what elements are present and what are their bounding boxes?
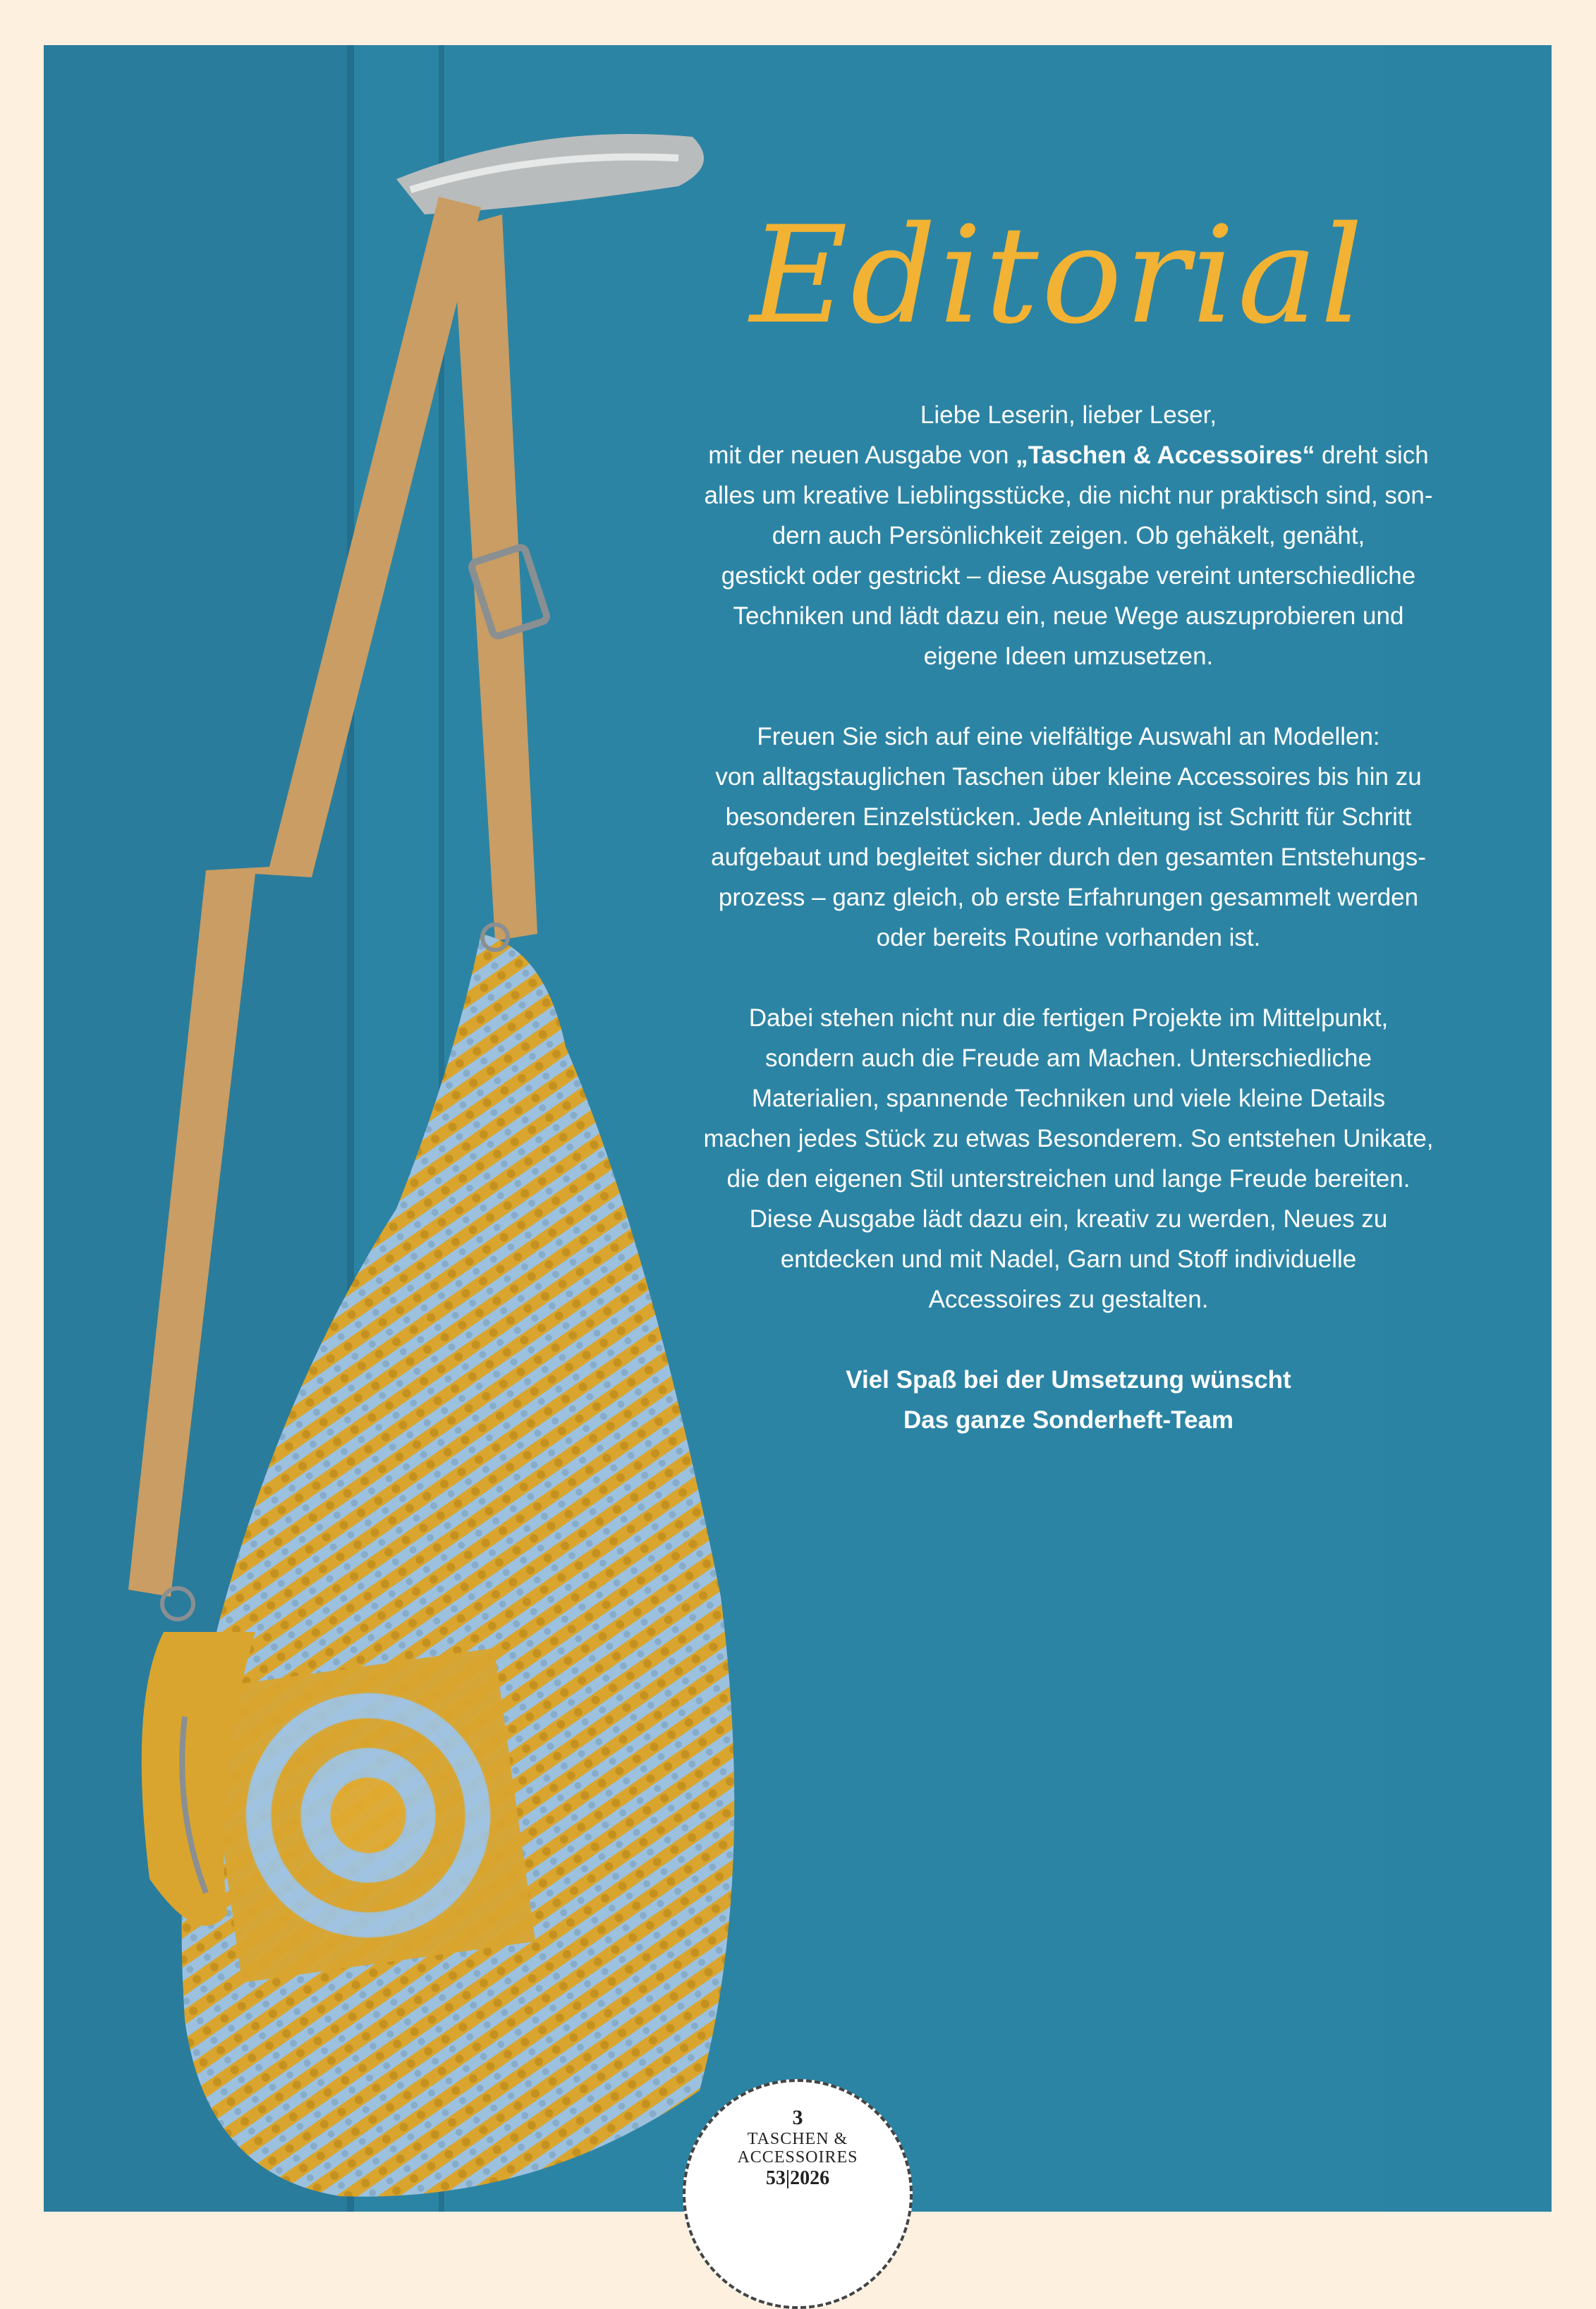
paragraph-2 [677,717,1460,958]
paragraph2-line: von alltagstauglichen Taschen über kleine Accessoires bis hin zu [715,763,1422,791]
issue-number: 53|2026 [765,2167,830,2189]
signoff-line: Viel Spaß bei der Umsetzung wünscht [846,1366,1291,1394]
magazine-name: „Taschen & Accessoires“ [1016,441,1315,469]
badge-magazine-line2: ACCESSOIRES [737,2148,858,2167]
paragraph1-line4: gestickt oder gestrickt – diese Ausgabe vereint unterschiedliche [721,562,1416,590]
paragraph3-line: entdecken und mit Nadel, Garn und Stoff individuelle [780,1245,1357,1273]
paragraph3-line: Materialien, spannende Techniken und viele kleine Details [751,1085,1386,1112]
paragraph1-line3: dern auch Persönlichkeit zeigen. Ob gehäkelt, genäht, [772,522,1365,549]
paragraph3-line: Diese Ausgabe lädt dazu ein, kreativ zu werden, Neues zu [749,1205,1388,1233]
paragraph2-line: Freuen Sie sich auf eine vielfältige Auswahl an Modellen: [757,723,1380,750]
greeting: Liebe Leserin, lieber Leser, [920,401,1217,429]
paragraph-3 [677,998,1460,1320]
signoff-team: Das ganze Sonderheft-Team [903,1406,1234,1434]
badge-magazine-line1: TASCHEN & [747,2130,848,2148]
signoff [677,1360,1460,1440]
paragraph1-line5: Techniken und lädt dazu ein, neue Wege auszuprobieren und [733,602,1404,630]
intro-paragraph [677,395,1460,676]
paragraph2-line: prozess – ganz gleich, ob erste Erfahrungen gesammelt werden [718,884,1419,911]
paragraph3-line: Accessoires zu gestalten. [928,1286,1209,1313]
paragraph1-line6: eigene Ideen umzusetzen. [923,642,1214,670]
editorial-title: Editorial [750,197,1366,353]
paragraph3-line: Dabei stehen nicht nur die fertigen Projekte im Mittelpunkt, [748,1004,1389,1032]
paragraph3-line: machen jedes Stück zu etwas Besonderem. So entstehen Unikate, [703,1125,1434,1152]
paragraph2-line: aufgebaut und begleitet sicher durch den gesamten Entstehungs- [711,843,1426,871]
paragraph3-line: sondern auch die Freude am Machen. Unterschiedliche [765,1044,1372,1072]
paragraph1-line2: alles um kreative Lieblingsstücke, die nicht nur praktisch sind, son- [704,482,1433,509]
page-number: 3 [792,2106,803,2129]
paragraph2-line: oder bereits Routine vorhanden ist. [876,924,1261,951]
page-badge [683,2079,913,2309]
editorial-text [677,395,1460,1480]
paragraph2-line: besonderen Einzelstücken. Jede Anleitung ist Schritt für Schritt [725,803,1412,831]
paragraph1-line1: mit der neuen Ausgabe von „Taschen & Accessoires“ dreht sich [708,441,1429,469]
paragraph3-line: die den eigenen Stil unterstreichen und lange Freude bereiten. [726,1165,1411,1193]
